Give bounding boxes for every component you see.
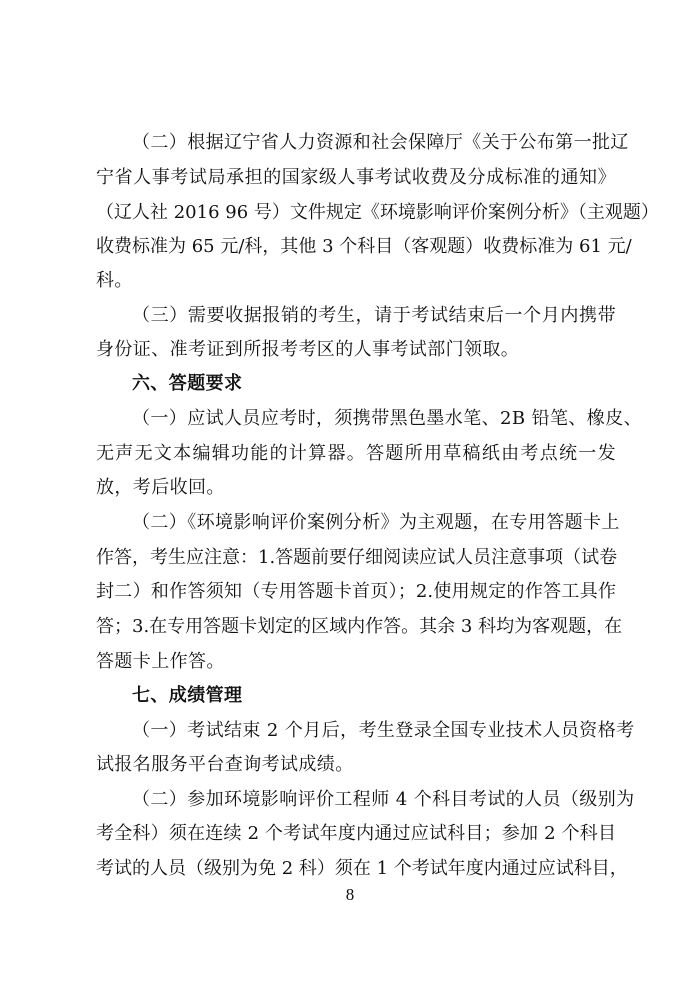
paragraph-line: 无声无文本编辑功能的计算器。答题所用草稿纸由考点统一发 — [96, 443, 616, 464]
paragraph-line: 宁省人事考试局承担的国家级人事考试收费及分成标准的通知》 — [96, 167, 616, 188]
paragraph-line: 作答，考生应注意：1.答题前要仔细阅读应试人员注意事项（试卷 — [96, 547, 618, 568]
paragraph-line: 收费标准为 65 元/科，其他 3 个科目（客观题）收费标准为 61 元/ — [96, 236, 632, 257]
paragraph-line: 答；3.在专用答题卡划定的区域内作答。其余 3 科均为客观题，在 — [96, 616, 623, 637]
paragraph-line: 科。 — [96, 270, 133, 291]
paragraph-line: 考全科）须在连续 2 个考试年度内通过应试科目；参加 2 个科目 — [96, 823, 616, 844]
paragraph-line: 试报名服务平台查询考试成绩。 — [96, 754, 354, 775]
paragraph-line: （一）应试人员应考时，须携带黑色墨水笔、2B 铅笔、橡皮、 — [132, 408, 642, 429]
paragraph-line: 考试的人员（级别为免 2 科）须在 1 个考试年度内通过应试科目， — [96, 858, 628, 879]
paragraph-line: （辽人社 2016 96 号）文件规定《环境影响评价案例分析》（主观题） — [96, 202, 659, 223]
paragraph-line: （三）需要收据报销的考生，请于考试结束后一个月内携带 — [132, 305, 616, 326]
paragraph-line: 放，考后收回。 — [96, 477, 225, 498]
section-heading: 七、成绩管理 — [132, 685, 243, 706]
paragraph-line: 身份证、准考证到所报考考区的人事考试部门领取。 — [96, 339, 520, 360]
paragraph-line: （二）参加环境影响评价工程师 4 个科目考试的人员（级别为 — [132, 789, 635, 810]
paragraph-line: 答题卡上作答。 — [96, 651, 225, 672]
paragraph-line: （一）考试结束 2 个月后，考生登录全国专业技术人员资格考 — [132, 720, 635, 741]
section-heading: 六、答题要求 — [132, 373, 243, 394]
paragraph-line: 封二）和作答须知（专用答题卡首页）；2.使用规定的作答工具作 — [96, 581, 616, 602]
page-number: 8 — [345, 885, 355, 904]
paragraph-line: （二）《环境影响评价案例分析》为主观题，在专用答题卡上 — [132, 512, 620, 533]
paragraph-line: （二）根据辽宁省人力资源和社会保障厅《关于公布第一批辽 — [132, 132, 629, 153]
